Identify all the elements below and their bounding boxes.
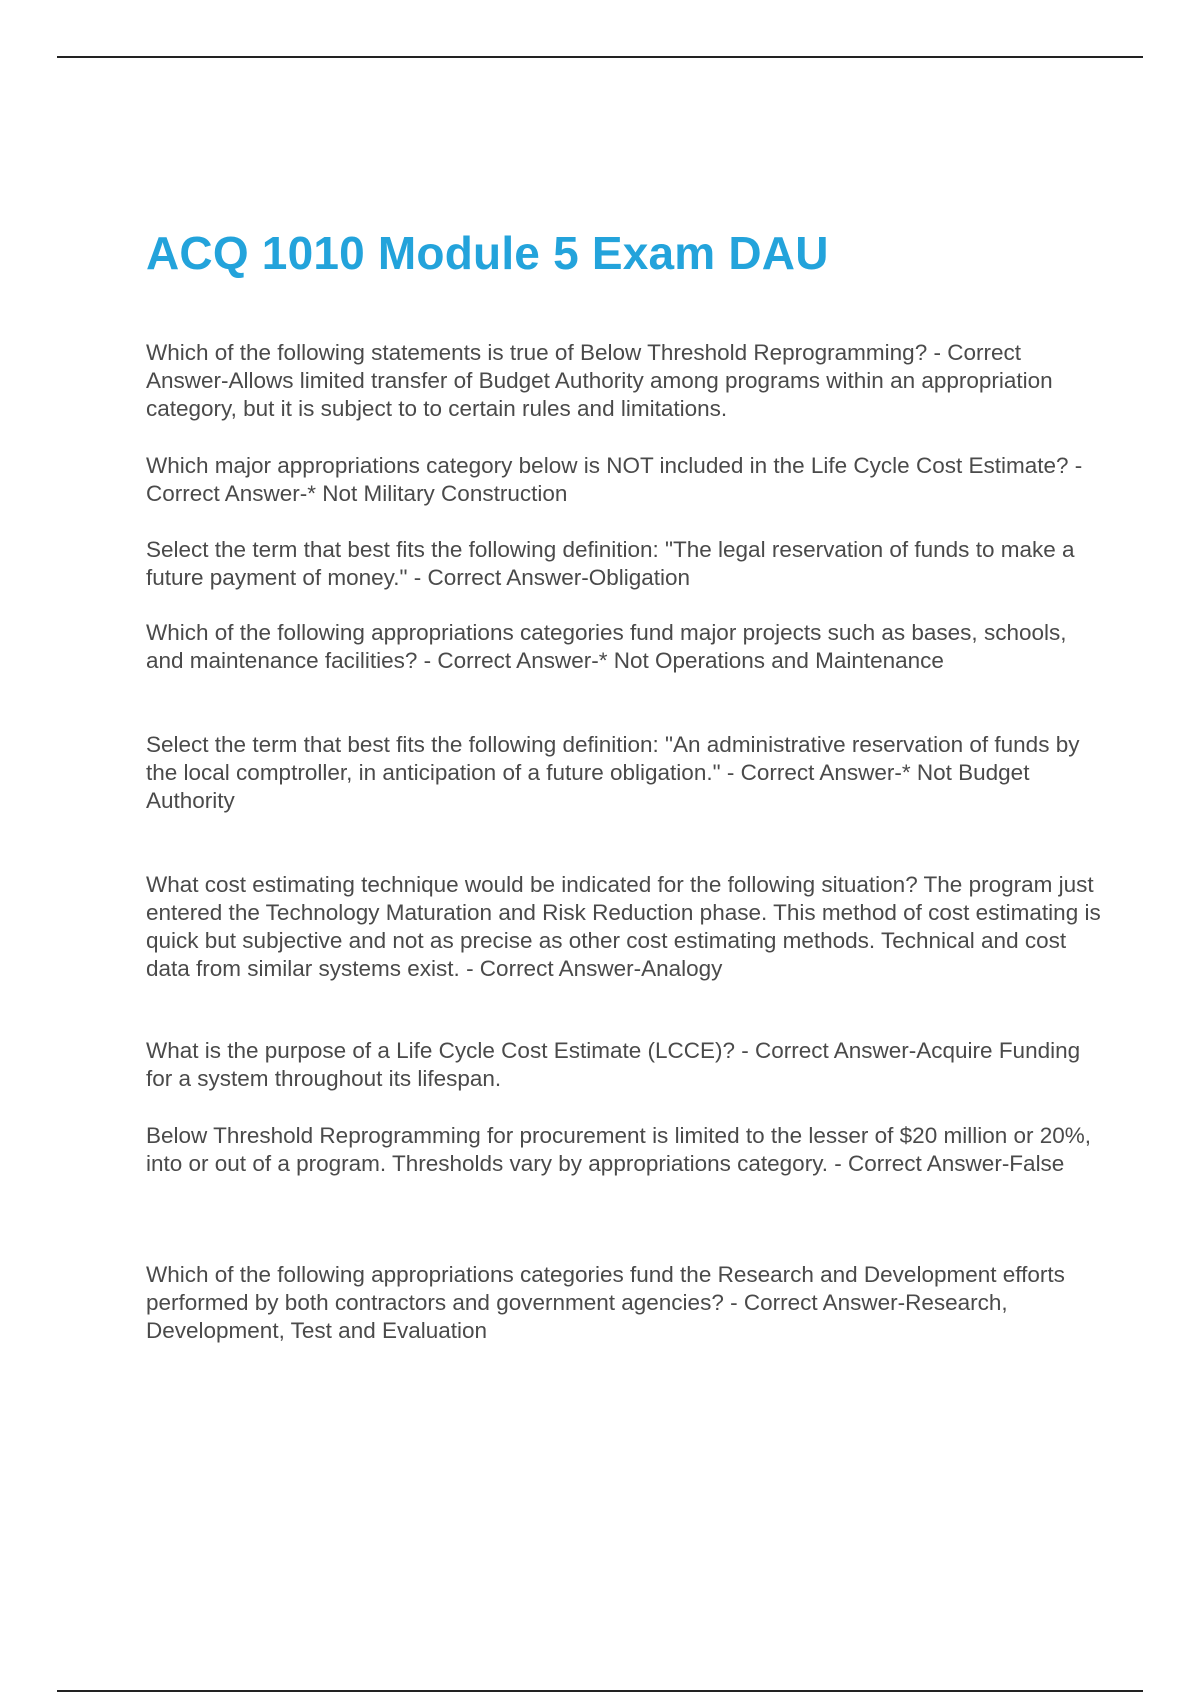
top-divider [57,56,1143,58]
qa-item: Select the term that best fits the following definition: "An administrative reservation of funds by the local comptroller, in anticipation of a future obligation." - Correct Answer-* Not Budget Authority [146,732,1080,813]
qa-item: Which major appropriations category below is NOT included in the Life Cycle Cost Estimate? - Correct Answer-* Not Military Construction [146,453,1083,506]
qa-item: Select the term that best fits the following definition: "The legal reservation of funds to make a future payment of money." - Correct Answer-Obligation [146,537,1075,590]
qa-item: What is the purpose of a Life Cycle Cost Estimate (LCCE)? - Correct Answer-Acquire Funding for a system throughout its lifespan. [146,1038,1081,1091]
qa-item: Which of the following statements is true of Below Threshold Reprogramming? - Correct Answer-Allows limited transfer of Budget Authority among programs within an appropriation category, but it is subject to to certain rules and limitations. [146,340,1053,421]
qa-item: Below Threshold Reprogramming for procurement is limited to the lesser of $20 million or 20%, into or out of a program. Thresholds vary by appropriations category. - Correct Answer-False [146,1123,1092,1176]
qa-item: Which of the following appropriations categories fund major projects such as bases, schools, and maintenance facilities? - Correct Answer-* Not Operations and Maintenance [146,620,1067,673]
qa-item: Which of the following appropriations categories fund the Research and Development efforts performed by both contractors and government agencies? - Correct Answer-Research, Development, Test and Evaluation [146,1262,1065,1343]
qa-item: What cost estimating technique would be indicated for the following situation? The program just entered the Technology Maturation and Risk Reduction phase. This method of cost estimating is quick but subjective and not as precise as other cost estimating methods. Technical and cost data from similar systems exist. - Correct Answer-Analogy [146,872,1101,981]
bottom-divider [57,1690,1143,1692]
page-title: ACQ 1010 Module 5 Exam DAU [146,227,829,279]
